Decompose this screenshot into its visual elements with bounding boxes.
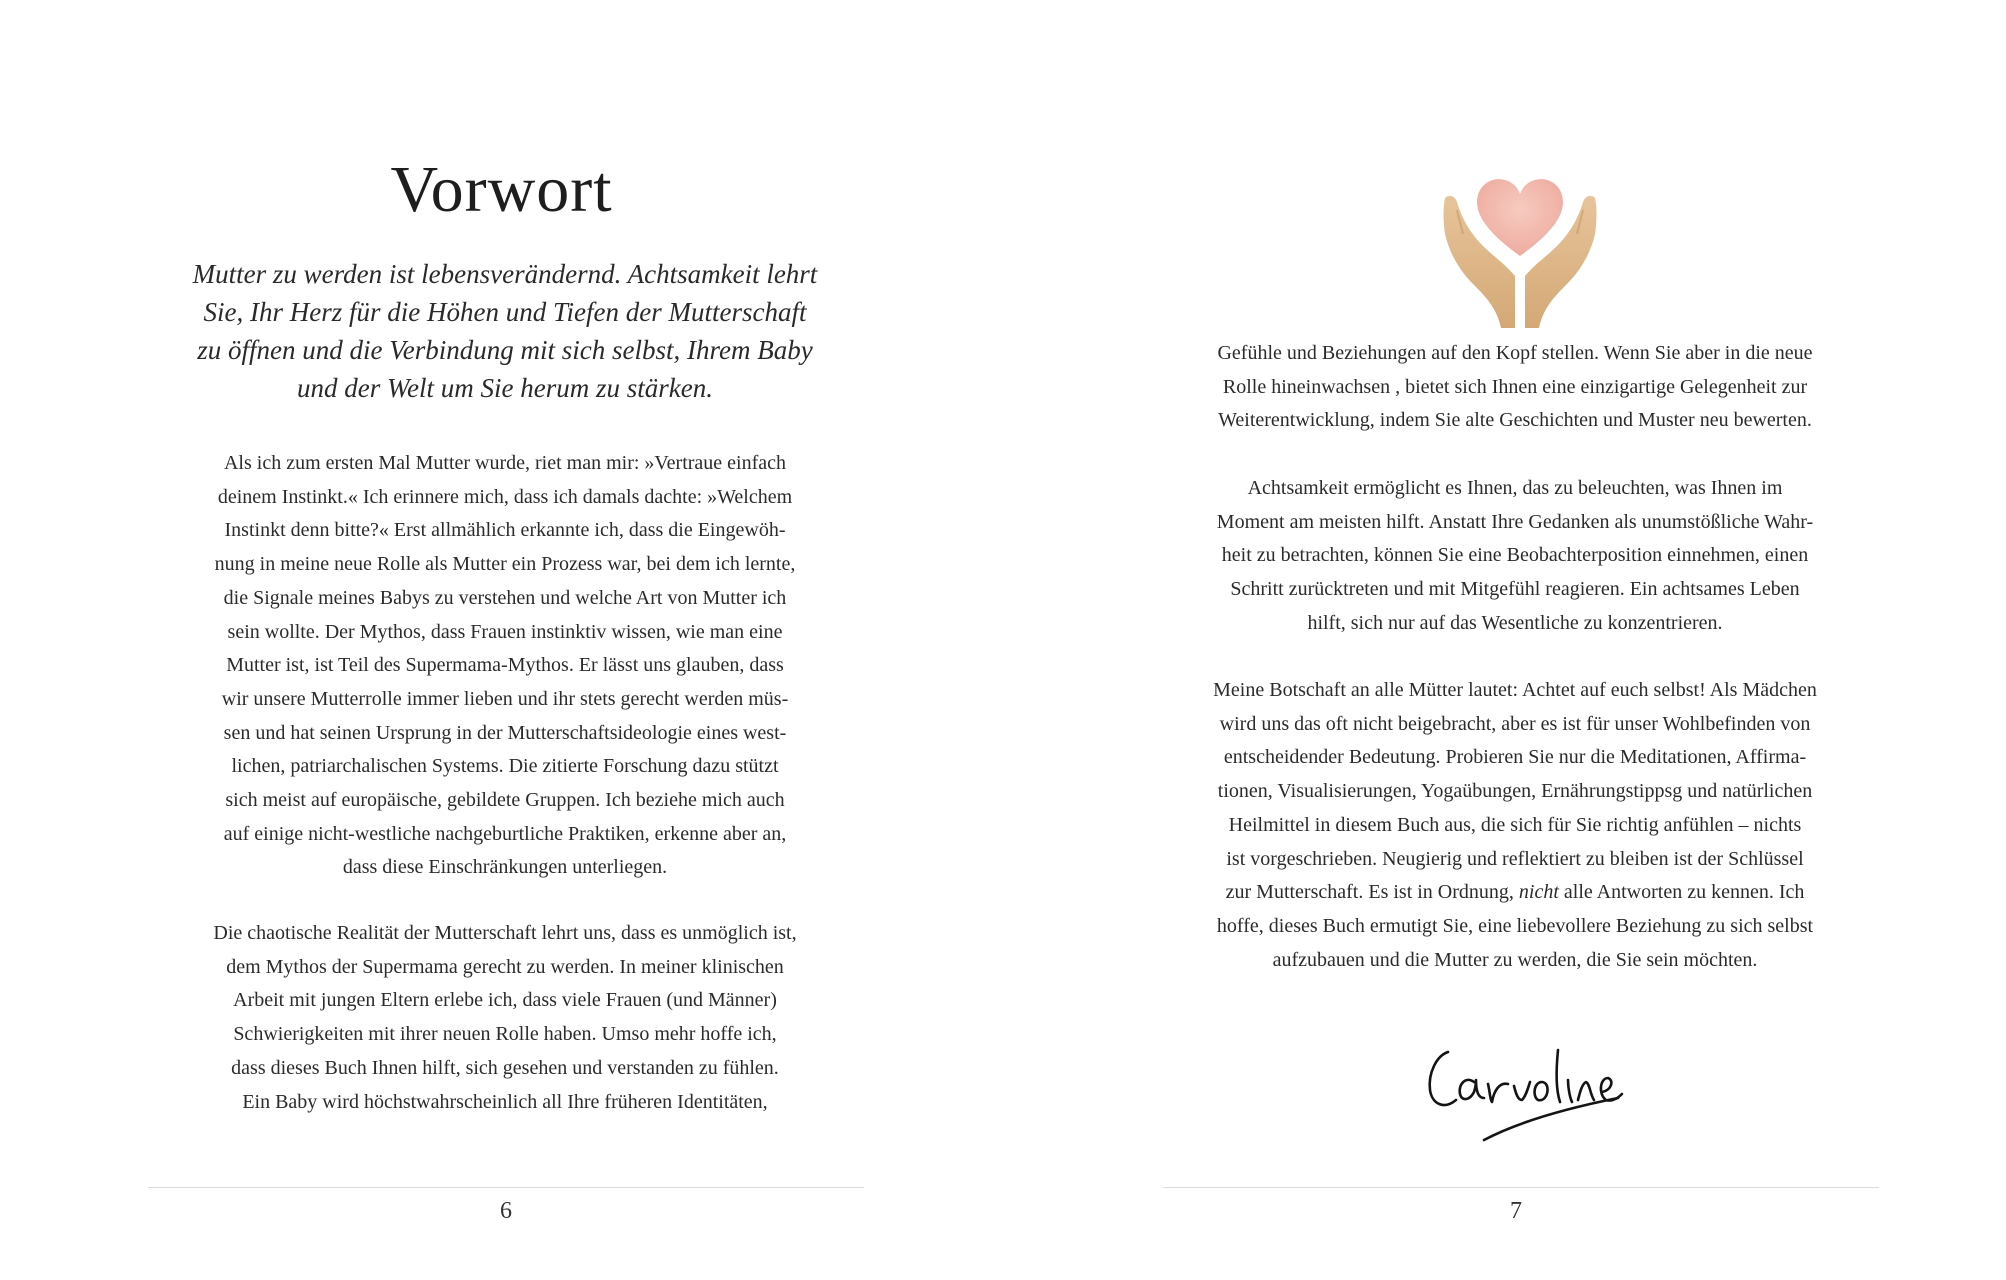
text-line: Mutter ist, ist Teil des Supermama-Mythos. Er lässt uns glauben, dass xyxy=(226,654,784,677)
text-line: Weiterentwicklung, indem Sie alte Geschichten und Muster neu bewerten. xyxy=(1218,409,1812,432)
text-line: Heilmittel in diesem Buch aus, die sich für Sie richtig anfühlen – nichts xyxy=(1228,813,1802,836)
text-line: Schwierigkeiten mit ihrer neuen Rolle haben. Umso mehr hoffe ich, xyxy=(233,1023,777,1046)
body-paragraph xyxy=(170,917,840,1119)
text-line: sein wollte. Der Mythos, dass Frauen instinktiv wissen, wie man eine xyxy=(227,620,783,643)
emphasized-word: nicht xyxy=(1518,881,1559,904)
text-line: sich meist auf europäische, gebildete Gruppen. Ich beziehe mich auch xyxy=(225,789,785,812)
text-line: hilft, sich nur auf das Wesentliche zu konzentrieren. xyxy=(1307,611,1723,634)
text-line: aufzubauen und die Mutter zu werden, die Sie sein möchten. xyxy=(1272,948,1758,971)
text-segment: zur Mutterschaft. Es ist in Ordnung, xyxy=(1225,881,1519,904)
text-segment: alle Antworten zu kennen. Ich xyxy=(1558,881,1805,904)
text-line: tionen, Visualisierungen, Yogaübungen, Ernährungstippsg und natürlichen xyxy=(1217,780,1813,803)
intro-line: Sie, Ihr Herz für die Höhen und Tiefen der Mutterschaft xyxy=(203,297,807,327)
right-page xyxy=(1003,0,2006,1280)
text-line: dass dieses Buch Ihnen hilft, sich gesehen und verstanden zu fühlen. xyxy=(231,1056,779,1079)
text-line xyxy=(1170,876,1860,910)
text-line: Ein Baby wird höchstwahrscheinlich all Ihre früheren Identitäten, xyxy=(242,1090,768,1113)
text-line: hoffe, dieses Buch ermutigt Sie, eine liebevollere Beziehung zu sich selbst xyxy=(1216,914,1814,937)
text-line: wir unsere Mutterrolle immer lieben und ihr stets gerecht werden müs- xyxy=(221,687,789,710)
heart-in-hands-illustration xyxy=(1435,158,1605,328)
footer-rule xyxy=(148,1187,864,1188)
text-line: Rolle hineinwachsen , bietet sich Ihnen eine einzigartige Gelegenheit zur xyxy=(1222,375,1808,398)
text-line: Gefühle und Beziehungen auf den Kopf stellen. Wenn Sie aber in die neue xyxy=(1217,342,1813,364)
page-number: 6 xyxy=(500,1198,512,1224)
text-line: dem Mythos der Supermama gerecht zu werden. In meiner klinischen xyxy=(226,955,784,978)
body-paragraph xyxy=(1170,337,1860,438)
text-line: wird uns das oft nicht beigebracht, aber es ist für unser Wohlbefinden von xyxy=(1219,712,1811,735)
text-line: lichen, patriarchalischen Systems. Die zitierte Forschung dazu stützt xyxy=(231,755,779,778)
intro-paragraph xyxy=(135,255,875,407)
text-line: Die chaotische Realität der Mutterschaft lehrt uns, dass es unmöglich ist, xyxy=(213,922,797,944)
text-line: Meine Botschaft an alle Mütter lautet: Achtet auf euch selbst! Als Mädchen xyxy=(1213,679,1817,701)
text-line: die Signale meines Babys zu verstehen und welche Art von Mutter ich xyxy=(223,586,787,609)
text-line: heit zu betrachten, können Sie eine Beobachterposition einnehmen, einen xyxy=(1221,544,1809,567)
text-line: ist vorgeschrieben. Neugierig und reflektiert zu bleiben ist der Schlüssel xyxy=(1226,847,1804,870)
intro-line: Mutter zu werden ist lebensverändernd. Achtsamkeit lehrt xyxy=(192,259,818,289)
handwritten-signature xyxy=(1418,1030,1633,1150)
text-line: sen und hat seinen Ursprung in der Mutterschaftsideologie eines west- xyxy=(223,721,787,744)
text-line: Moment am meisten hilft. Anstatt Ihre Gedanken als unumstößliche Wahr- xyxy=(1216,510,1814,533)
text-line: Achtsamkeit ermöglicht es Ihnen, das zu beleuchten, was Ihnen im xyxy=(1247,477,1783,499)
intro-line: und der Welt um Sie herum zu stärken. xyxy=(297,373,713,403)
body-paragraph xyxy=(1170,472,1860,641)
text-line: Als ich zum ersten Mal Mutter wurde, riet man mir: »Vertraue einfach xyxy=(223,452,787,474)
text-line: deinem Instinkt.« Ich erinnere mich, dass ich damals dachte: »Welchem xyxy=(217,485,793,508)
body-paragraph xyxy=(1170,674,1860,977)
body-paragraph xyxy=(170,447,840,885)
text-line: entscheidender Bedeutung. Probieren Sie nur die Meditationen, Affirma- xyxy=(1223,746,1807,769)
text-line: auf einige nicht-westliche nachgeburtliche Praktiken, erkenne aber an, xyxy=(223,822,787,845)
page-title: Vorwort xyxy=(390,153,613,226)
text-line: dass diese Einschränkungen unterliegen. xyxy=(342,856,668,879)
footer-rule xyxy=(1163,1187,1879,1188)
text-line: Instinkt denn bitte?« Erst allmählich erkannte ich, dass die Eingewöh- xyxy=(224,519,786,542)
text-line: Arbeit mit jungen Eltern erlebe ich, dass viele Frauen (und Männer) xyxy=(233,989,777,1012)
text-line: Schritt zurücktreten und mit Mitgefühl reagieren. Ein achtsames Leben xyxy=(1230,578,1800,601)
page-number: 7 xyxy=(1510,1198,1522,1224)
text-line: nung in meine neue Rolle als Mutter ein Prozess war, bei dem ich lernte, xyxy=(214,553,796,576)
intro-line: zu öffnen und die Verbindung mit sich selbst, Ihrem Baby xyxy=(197,335,813,365)
